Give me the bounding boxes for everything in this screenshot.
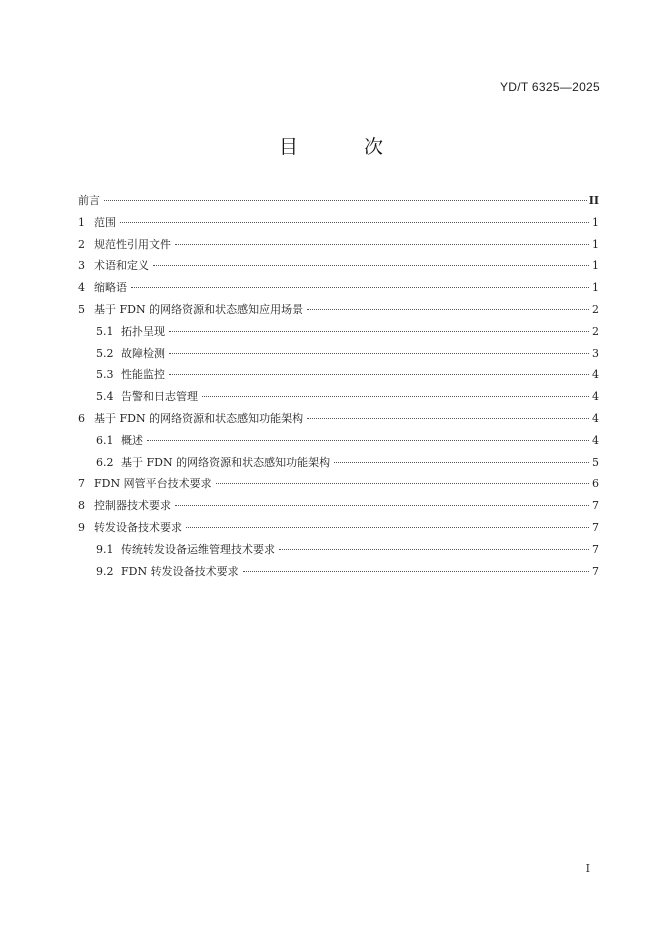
toc-entry[interactable]: [78, 473, 599, 495]
toc-entry-label: FDN 网管平台技术要求: [94, 477, 212, 491]
toc-leader-dots: [175, 505, 589, 506]
toc-entry-number: 6: [78, 411, 85, 425]
toc-entry[interactable]: [78, 277, 599, 299]
toc-entry-label: FDN 转发设备技术要求: [121, 564, 239, 578]
toc-entry[interactable]: [78, 408, 599, 430]
toc-leader-dots: [243, 571, 589, 572]
toc-entry-page: 4: [592, 433, 599, 447]
toc-entry[interactable]: [78, 561, 599, 583]
toc-entry-page: 2: [592, 324, 599, 338]
toc-entry-label: 传统转发设备运维管理技术要求: [121, 542, 275, 556]
document-code: YD/T 6325—2025: [499, 80, 600, 94]
toc-entry-number: 5: [78, 302, 85, 316]
toc-entry-number: 9.1: [96, 542, 114, 556]
toc-entry-label: 术语和定义: [94, 259, 149, 273]
toc-leader-dots: [307, 309, 589, 310]
toc-leader-dots: [334, 462, 589, 463]
toc-entry-page: 1: [592, 237, 599, 251]
toc-entry-page: 7: [592, 564, 599, 578]
toc-entry-label: 基于 FDN 的网络资源和状态感知功能架构: [121, 455, 331, 469]
toc-leader-dots: [307, 418, 589, 419]
toc-entry[interactable]: [78, 517, 599, 539]
toc-entry[interactable]: [78, 190, 599, 212]
toc-entry-number: 5.2: [96, 346, 114, 360]
toc-leader-dots: [216, 483, 589, 484]
toc-entry-label: 范围: [94, 215, 116, 229]
toc-leader-dots: [186, 527, 589, 528]
toc-entry-page: 2: [592, 302, 599, 316]
toc-entry-label: 故障检测: [121, 346, 165, 360]
toc-leader-dots: [120, 222, 589, 223]
toc-entry-label: 前言: [78, 194, 100, 207]
toc-entry-number: 8: [78, 499, 85, 513]
toc-entry-page: 7: [592, 499, 599, 513]
toc-entry-number: 4: [78, 281, 85, 295]
toc-entry-label: 告警和日志管理: [121, 390, 198, 404]
toc-leader-dots: [279, 549, 589, 550]
toc-entry-page: 4: [592, 411, 599, 425]
toc-entry[interactable]: [78, 299, 599, 321]
toc-entry-label: 转发设备技术要求: [94, 520, 182, 534]
toc-entry-label: 基于 FDN 的网络资源和状态感知功能架构: [94, 411, 304, 425]
toc-entry[interactable]: [78, 234, 599, 256]
toc-entry-page: 4: [592, 390, 599, 404]
toc-entry-label: 拓扑呈现: [121, 324, 165, 338]
toc-entry-number: 6.1: [96, 433, 114, 447]
toc-entry-page: 7: [592, 542, 599, 556]
toc-leader-dots: [169, 374, 589, 375]
page-number: I: [585, 862, 590, 875]
toc-entry-number: 7: [78, 477, 85, 491]
toc-entry-number: 5.4: [96, 390, 114, 404]
toc-entry[interactable]: [78, 495, 599, 517]
toc-entry-number: 9: [78, 520, 85, 534]
toc-entry-page: 7: [592, 520, 599, 534]
toc-entry[interactable]: [78, 212, 599, 234]
toc-leader-dots: [104, 200, 587, 201]
toc-entry-label: 性能监控: [121, 368, 165, 382]
toc-entry-page: 5: [592, 455, 599, 469]
toc-leader-dots: [169, 331, 589, 332]
toc-entry-label: 控制器技术要求: [94, 499, 171, 513]
toc-entry-number: 6.2: [96, 455, 114, 469]
toc-entry[interactable]: [78, 539, 599, 561]
toc-entry-page: 4: [592, 368, 599, 382]
toc-entry[interactable]: [78, 430, 599, 452]
toc-leader-dots: [131, 287, 589, 288]
toc-entry-number: 9.2: [96, 564, 114, 578]
toc-entry-number: 3: [78, 259, 85, 273]
toc-entry-number: 2: [78, 237, 85, 251]
toc-leader-dots: [153, 265, 589, 266]
toc-entry[interactable]: [78, 321, 599, 343]
toc-entry-number: 1: [78, 215, 85, 229]
toc-entry[interactable]: [78, 386, 599, 408]
toc-entry-label: 概述: [121, 433, 143, 447]
toc-entry-label: 规范性引用文件: [94, 237, 171, 251]
table-of-contents: [78, 190, 599, 582]
toc-entry-page: 1: [592, 259, 599, 273]
toc-entry[interactable]: [78, 364, 599, 386]
page-title: 目 次: [278, 136, 414, 158]
toc-entry-page: II: [588, 194, 599, 207]
toc-entry-number: 5.3: [96, 368, 114, 382]
toc-entry-page: 3: [592, 346, 599, 360]
toc-leader-dots: [202, 396, 589, 397]
toc-leader-dots: [169, 353, 589, 354]
toc-entry-label: 缩略语: [94, 281, 127, 295]
toc-entry[interactable]: [78, 255, 599, 277]
toc-entry-page: 1: [592, 281, 599, 295]
toc-entry-label: 基于 FDN 的网络资源和状态感知应用场景: [94, 302, 304, 316]
toc-entry-page: 6: [592, 477, 599, 491]
toc-entry[interactable]: [78, 343, 599, 365]
toc-entry[interactable]: [78, 452, 599, 474]
toc-entry-page: 1: [592, 215, 599, 229]
toc-entry-number: 5.1: [96, 324, 114, 338]
toc-leader-dots: [147, 440, 589, 441]
toc-leader-dots: [175, 244, 589, 245]
